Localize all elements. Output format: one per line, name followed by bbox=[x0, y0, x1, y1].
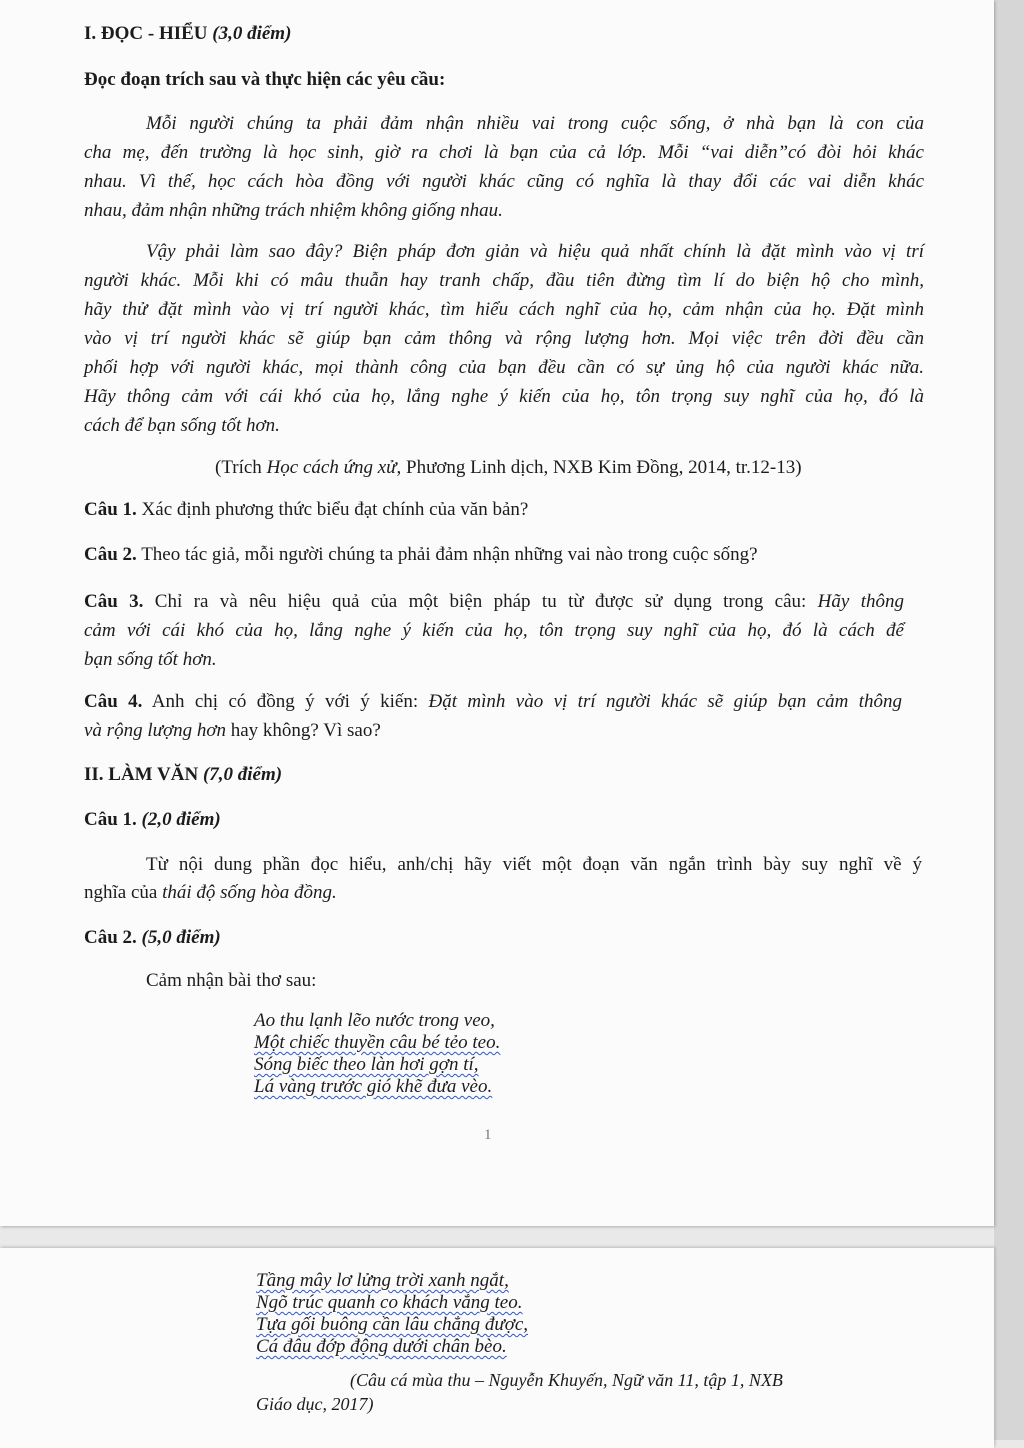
section-2-heading bbox=[84, 763, 282, 787]
source-title: Học cách ứng xử bbox=[266, 457, 397, 478]
question-label: Câu 2. bbox=[84, 927, 142, 948]
question-score: (2,0 điểm) bbox=[141, 809, 221, 830]
question-label: Câu 2. bbox=[84, 544, 137, 565]
poem-stanza-2 bbox=[256, 1270, 528, 1358]
poem-line: Một chiếc thuyền câu bé tẻo teo. bbox=[254, 1032, 501, 1053]
q4-line bbox=[84, 690, 902, 714]
question-2 bbox=[84, 543, 758, 567]
question-quote: và rộng lượng hơn bbox=[84, 720, 226, 741]
q4-line bbox=[84, 719, 381, 743]
poem-line: Cá đâu đớp động dưới chân bèo. bbox=[256, 1336, 507, 1357]
viewer-scroll-gutter[interactable] bbox=[994, 0, 1024, 1440]
question-quote: Hãy thông bbox=[817, 591, 904, 612]
question-label: Câu 3. bbox=[84, 591, 144, 612]
document-page-2 bbox=[0, 1248, 994, 1448]
question-quote: thái độ sống hòa đồng. bbox=[162, 882, 337, 903]
source-detail: , Phương Linh dịch, NXB Kim Đồng, 2014, tr.12-13) bbox=[396, 457, 802, 478]
p2-line: Hãy thông cảm với cái khó của họ, lắng nghe ý kiến của họ, tôn trọng suy nghĩ của họ, đó là bbox=[84, 386, 924, 407]
question-text: Anh chị có đồng ý với ý kiến: bbox=[142, 691, 429, 712]
question-label: Câu 1. bbox=[84, 499, 137, 520]
p1-line: nhau. Vì thế, học cách hòa đồng với người khác cũng có nghĩa là thay đổi các vai diễn khác bbox=[84, 171, 924, 192]
poem-line: Lá vàng trước gió khẽ đưa vèo. bbox=[254, 1076, 493, 1097]
question-text: nghĩa của bbox=[84, 882, 163, 903]
poem-line: Tầng mây lơ lửng trời xanh ngắt, bbox=[256, 1270, 509, 1291]
question-text: Chỉ ra và nêu hiệu quả của một biện pháp tu từ được sử dụng trong câu: bbox=[143, 591, 818, 612]
poem-line: Tựa gối buông cần lâu chẳng được, bbox=[256, 1314, 529, 1335]
p2-line: Vậy phải làm sao đây? Biện pháp đơn giản và hiệu quả nhất chính là đặt mình vào vị trí bbox=[146, 241, 924, 262]
section-2-title: II. LÀM VĂN bbox=[84, 764, 203, 785]
question-1 bbox=[84, 498, 528, 522]
p2-line: cách để bạn sống tốt hơn. bbox=[84, 415, 280, 436]
question-text: hay không? Vì sao? bbox=[226, 720, 381, 741]
p1-line: Mỗi người chúng ta phải đảm nhận nhiều vai trong cuộc sống, ở nhà bạn là con của bbox=[146, 113, 924, 134]
poem-source: Giáo dục, 2017) bbox=[256, 1394, 374, 1414]
question-score: (5,0 điểm) bbox=[141, 927, 221, 948]
p2-line: phối hợp với người khác, mọi thành công của bạn đều cần có sự ủng hộ của người khác nữa. bbox=[84, 357, 924, 378]
source-prefix: (Trích bbox=[215, 457, 267, 478]
essay-question-2-text: Cảm nhận bài thơ sau: bbox=[146, 970, 317, 991]
p2-line: vào vị trí người khác sẽ giúp bạn cảm thông và rộng lượng hơn. Mọi việc trên đời đều cần bbox=[84, 328, 924, 349]
question-quote: Đặt mình vào vị trí người khác sẽ giúp bạn cảm thông bbox=[428, 691, 902, 712]
question-text: Theo tác giả, mỗi người chúng ta phải đảm nhận những vai nào trong cuộc sống? bbox=[136, 544, 758, 565]
poem-source: (Câu cá mùa thu – Nguyễn Khuyến, Ngữ văn 11, tập 1, NXB bbox=[350, 1370, 783, 1390]
instruction: Đọc đoạn trích sau và thực hiện các yêu cầu: bbox=[84, 69, 446, 90]
essay-question-1-text-2 bbox=[84, 881, 337, 905]
section-2-score: (7,0 điểm) bbox=[202, 764, 283, 785]
page-number: 1 bbox=[484, 1127, 492, 1143]
q3-line bbox=[84, 590, 904, 614]
section-1-title: I. ĐỌC - HIỂU bbox=[84, 23, 213, 44]
section-1-heading bbox=[84, 22, 291, 46]
essay-question-2-heading bbox=[84, 926, 221, 950]
p1-line: nhau, đảm nhận những trách nhiệm không giống nhau. bbox=[84, 200, 503, 221]
question-label: Câu 1. bbox=[84, 809, 142, 830]
p2-line: hãy thử đặt mình vào vị trí người khác, tìm hiểu cách nghĩ của họ, cảm nhận của họ. Đặt mình bbox=[84, 299, 924, 320]
poem-line: Ao thu lạnh lẽo nước trong veo, bbox=[254, 1010, 495, 1031]
question-text: Xác định phương thức biểu đạt chính của văn bản? bbox=[136, 499, 529, 520]
poem-line: Sóng biếc theo làn hơi gợn tí, bbox=[254, 1054, 479, 1075]
essay-question-1-text: Từ nội dung phần đọc hiểu, anh/chị hãy viết một đoạn văn ngắn trình bày suy nghĩ về ý bbox=[146, 854, 922, 875]
essay-question-1-heading bbox=[84, 808, 221, 832]
excerpt-source bbox=[215, 456, 802, 480]
section-1-score: (3,0 điểm) bbox=[212, 23, 292, 44]
p2-line: người khác. Mỗi khi có mâu thuẫn hay tranh chấp, đầu tiên đừng tìm lí do biện hộ cho mình, bbox=[84, 270, 924, 291]
poem-stanza-1 bbox=[254, 1010, 500, 1098]
question-quote: bạn sống tốt hơn. bbox=[84, 649, 217, 670]
poem-line: Ngõ trúc quanh co khách vắng teo. bbox=[256, 1292, 523, 1313]
question-label: Câu 4. bbox=[84, 691, 143, 712]
p1-line: cha mẹ, đến trường là học sinh, giờ ra chơi là bạn của cả lớp. Mỗi “vai diễn”có đòi hỏi khác bbox=[84, 142, 924, 163]
question-quote: cảm với cái khó của họ, lắng nghe ý kiến của họ, tôn trọng suy nghĩ của họ, đó là cách để bbox=[84, 620, 904, 641]
